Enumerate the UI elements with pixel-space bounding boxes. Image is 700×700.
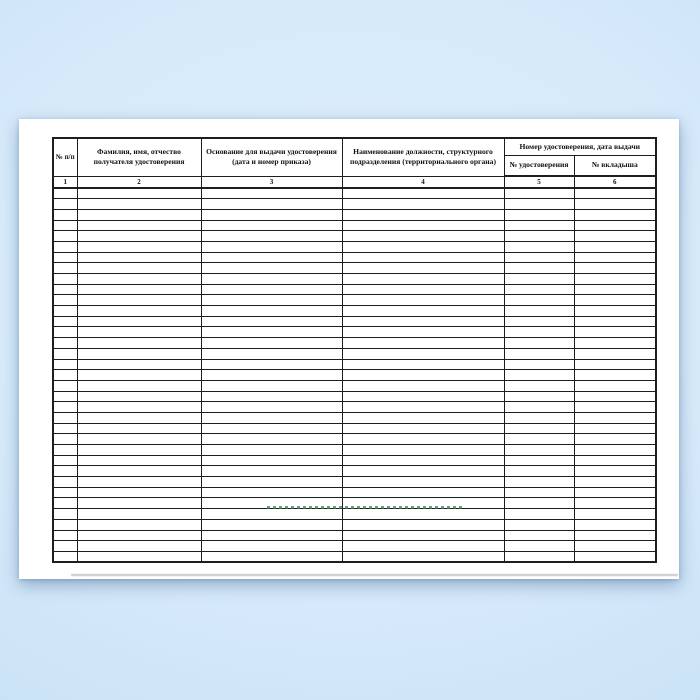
table-cell xyxy=(504,477,574,488)
table-cell xyxy=(77,487,201,498)
table-cell xyxy=(201,241,342,252)
table-cell xyxy=(574,498,656,509)
table-cell xyxy=(574,338,656,349)
table-row xyxy=(53,252,656,263)
table-cell xyxy=(77,519,201,530)
table-cell xyxy=(53,455,77,466)
table-cell xyxy=(574,391,656,402)
table-cell xyxy=(574,380,656,391)
table-cell xyxy=(77,295,201,306)
header-row-group xyxy=(53,138,656,155)
table-cell xyxy=(574,284,656,295)
table-row xyxy=(53,509,656,520)
table-cell xyxy=(53,477,77,488)
col-header-row-number: № п/п xyxy=(53,138,77,176)
table-cell xyxy=(53,338,77,349)
table-cell xyxy=(574,455,656,466)
table-row xyxy=(53,231,656,242)
table-cell xyxy=(53,434,77,445)
table-cell xyxy=(201,263,342,274)
table-row xyxy=(53,338,656,349)
table-cell xyxy=(342,509,504,520)
table-cell xyxy=(504,241,574,252)
column-number-4: 4 xyxy=(342,176,504,188)
table-cell xyxy=(574,327,656,338)
table-row xyxy=(53,477,656,488)
table-cell xyxy=(201,316,342,327)
table-cell xyxy=(504,487,574,498)
table-row xyxy=(53,445,656,456)
table-cell xyxy=(201,551,342,562)
table-row xyxy=(53,316,656,327)
table-cell xyxy=(77,423,201,434)
table-cell xyxy=(504,519,574,530)
table-row xyxy=(53,487,656,498)
table-cell xyxy=(504,391,574,402)
table-cell xyxy=(342,231,504,242)
table-row xyxy=(53,412,656,423)
table-cell xyxy=(77,306,201,317)
table-cell xyxy=(574,359,656,370)
table-cell xyxy=(77,316,201,327)
col-header-insert-number: № вкладыша xyxy=(574,155,656,176)
table-cell xyxy=(574,316,656,327)
col-header-recipient-name: Фамилия, имя, отчество получателя удостоверения xyxy=(77,138,201,176)
table-cell xyxy=(77,284,201,295)
table-cell xyxy=(504,530,574,541)
table-cell xyxy=(342,338,504,349)
table-cell xyxy=(201,541,342,552)
table-cell xyxy=(201,455,342,466)
table-cell xyxy=(342,519,504,530)
table-cell xyxy=(574,263,656,274)
table-cell xyxy=(342,306,504,317)
table-cell xyxy=(77,199,201,210)
table-cell xyxy=(574,434,656,445)
table-cell xyxy=(342,252,504,263)
table-cell xyxy=(77,530,201,541)
table-cell xyxy=(77,188,201,199)
col-header-certificate-group: Номер удостоверения, дата выдачи xyxy=(504,138,656,155)
table-cell xyxy=(201,338,342,349)
table-cell xyxy=(77,434,201,445)
table-cell xyxy=(342,412,504,423)
table-cell xyxy=(504,188,574,199)
col-header-position-department: Наименование должности, структурного подразделения (территориального органа) xyxy=(342,138,504,176)
table-cell xyxy=(53,445,77,456)
table-cell xyxy=(53,487,77,498)
column-number-2: 2 xyxy=(77,176,201,188)
table-cell xyxy=(342,530,504,541)
table-cell xyxy=(77,274,201,285)
table-cell xyxy=(574,274,656,285)
document-sheet xyxy=(19,119,679,579)
table-cell xyxy=(342,274,504,285)
table-cell xyxy=(77,220,201,231)
table-cell xyxy=(77,231,201,242)
table-cell xyxy=(504,316,574,327)
table-cell xyxy=(504,498,574,509)
table-cell xyxy=(342,188,504,199)
table-cell xyxy=(342,434,504,445)
table-row xyxy=(53,284,656,295)
table-cell xyxy=(574,509,656,520)
table-cell xyxy=(201,477,342,488)
table-cell xyxy=(201,487,342,498)
table-row xyxy=(53,391,656,402)
table-cell xyxy=(342,209,504,220)
table-cell xyxy=(504,380,574,391)
table-cell xyxy=(201,274,342,285)
table-cell xyxy=(77,252,201,263)
table-cell xyxy=(201,284,342,295)
table-cell xyxy=(77,455,201,466)
table-cell xyxy=(504,306,574,317)
table-cell xyxy=(574,231,656,242)
table-cell xyxy=(77,338,201,349)
table-cell xyxy=(504,295,574,306)
table-cell xyxy=(201,359,342,370)
table-row xyxy=(53,220,656,231)
table-cell xyxy=(77,327,201,338)
table-cell xyxy=(342,348,504,359)
table-row xyxy=(53,402,656,413)
table-cell xyxy=(53,327,77,338)
table-cell xyxy=(342,423,504,434)
table-cell xyxy=(342,391,504,402)
table-cell xyxy=(574,370,656,381)
table-cell xyxy=(504,423,574,434)
table-cell xyxy=(53,295,77,306)
table-cell xyxy=(201,380,342,391)
watermark xyxy=(267,506,463,509)
table-cell xyxy=(342,380,504,391)
table-cell xyxy=(504,327,574,338)
table-cell xyxy=(504,252,574,263)
table-cell xyxy=(201,370,342,381)
table-cell xyxy=(574,241,656,252)
table-cell xyxy=(53,519,77,530)
table-cell xyxy=(574,199,656,210)
table-cell xyxy=(504,209,574,220)
table-cell xyxy=(342,316,504,327)
table-cell xyxy=(201,220,342,231)
table-cell xyxy=(53,423,77,434)
table-cell xyxy=(574,220,656,231)
table-cell xyxy=(201,252,342,263)
table-cell xyxy=(574,348,656,359)
table-cell xyxy=(201,231,342,242)
table-cell xyxy=(53,359,77,370)
table-cell xyxy=(504,466,574,477)
table-row xyxy=(53,530,656,541)
table-row xyxy=(53,551,656,562)
table-cell xyxy=(504,509,574,520)
table-cell xyxy=(201,391,342,402)
table-cell xyxy=(53,380,77,391)
table-cell xyxy=(574,530,656,541)
table-cell xyxy=(53,541,77,552)
table-cell xyxy=(53,306,77,317)
table-cell xyxy=(342,445,504,456)
table-cell xyxy=(342,487,504,498)
table-cell xyxy=(77,263,201,274)
table-cell xyxy=(77,477,201,488)
table-cell xyxy=(342,295,504,306)
column-number-5: 5 xyxy=(504,176,574,188)
table-cell xyxy=(574,252,656,263)
table-row xyxy=(53,455,656,466)
table-cell xyxy=(201,466,342,477)
table-cell xyxy=(201,402,342,413)
table-cell xyxy=(342,327,504,338)
table-cell xyxy=(53,412,77,423)
table-cell xyxy=(53,199,77,210)
table-row xyxy=(53,348,656,359)
table-cell xyxy=(53,530,77,541)
table-cell xyxy=(53,348,77,359)
table-cell xyxy=(504,551,574,562)
table-cell xyxy=(53,284,77,295)
table-cell xyxy=(342,466,504,477)
table-row xyxy=(53,466,656,477)
table-cell xyxy=(574,487,656,498)
table-cell xyxy=(201,445,342,456)
table-cell xyxy=(53,316,77,327)
column-number-row xyxy=(53,176,656,188)
column-number-3: 3 xyxy=(201,176,342,188)
table-cell xyxy=(574,209,656,220)
column-number-1: 1 xyxy=(53,176,77,188)
table-cell xyxy=(53,391,77,402)
table-cell xyxy=(77,402,201,413)
table-cell xyxy=(342,284,504,295)
table-cell xyxy=(201,509,342,520)
table-cell xyxy=(201,412,342,423)
table-row xyxy=(53,359,656,370)
table-cell xyxy=(342,263,504,274)
table-cell xyxy=(504,348,574,359)
table-cell xyxy=(342,359,504,370)
table-cell xyxy=(342,370,504,381)
table-row xyxy=(53,370,656,381)
table-cell xyxy=(201,434,342,445)
table-cell xyxy=(77,509,201,520)
table-cell xyxy=(77,445,201,456)
table-cell xyxy=(53,209,77,220)
table-cell xyxy=(77,541,201,552)
table-cell xyxy=(504,220,574,231)
table-cell xyxy=(77,370,201,381)
table-cell xyxy=(342,402,504,413)
table-row xyxy=(53,327,656,338)
table-cell xyxy=(53,188,77,199)
table-cell xyxy=(504,263,574,274)
table-cell xyxy=(504,338,574,349)
table-cell xyxy=(504,231,574,242)
table-cell xyxy=(504,274,574,285)
table-cell xyxy=(77,498,201,509)
table-cell xyxy=(342,220,504,231)
table-cell xyxy=(504,359,574,370)
table-cell xyxy=(53,274,77,285)
table-row xyxy=(53,295,656,306)
table-cell xyxy=(201,423,342,434)
table-cell xyxy=(574,402,656,413)
page-stack-edge xyxy=(71,574,678,576)
table-cell xyxy=(342,551,504,562)
table-cell xyxy=(504,199,574,210)
table-row xyxy=(53,306,656,317)
table-cell xyxy=(574,477,656,488)
table-cell xyxy=(77,209,201,220)
table-cell xyxy=(53,241,77,252)
registry-table xyxy=(52,137,657,563)
table-cell xyxy=(574,551,656,562)
table-cell xyxy=(201,348,342,359)
table-cell xyxy=(574,541,656,552)
table-row xyxy=(53,188,656,199)
table-cell xyxy=(77,391,201,402)
table-cell xyxy=(504,445,574,456)
table-row xyxy=(53,263,656,274)
table-cell xyxy=(53,498,77,509)
col-header-issue-basis: Основание для выдачи удостоверения (дата и номер приказа) xyxy=(201,138,342,176)
table-cell xyxy=(574,423,656,434)
table-cell xyxy=(342,477,504,488)
table-cell xyxy=(53,263,77,274)
table-cell xyxy=(53,252,77,263)
table-cell xyxy=(53,220,77,231)
table-row xyxy=(53,274,656,285)
table-cell xyxy=(53,402,77,413)
table-cell xyxy=(342,541,504,552)
table-cell xyxy=(504,284,574,295)
table-cell xyxy=(201,327,342,338)
table-cell xyxy=(201,188,342,199)
table-cell xyxy=(77,412,201,423)
table-cell xyxy=(77,348,201,359)
table-row xyxy=(53,380,656,391)
table-cell xyxy=(504,412,574,423)
table-cell xyxy=(574,466,656,477)
table-cell xyxy=(504,402,574,413)
table-cell xyxy=(53,370,77,381)
table-cell xyxy=(53,509,77,520)
table-cell xyxy=(77,551,201,562)
table-cell xyxy=(77,380,201,391)
table-row xyxy=(53,434,656,445)
table-row xyxy=(53,209,656,220)
table-cell xyxy=(574,412,656,423)
table-cell xyxy=(574,519,656,530)
table-cell xyxy=(201,306,342,317)
col-header-certificate-number: № удостоверения xyxy=(504,155,574,176)
table-cell xyxy=(574,188,656,199)
table-cell xyxy=(77,241,201,252)
table-row xyxy=(53,241,656,252)
table-row xyxy=(53,199,656,210)
table-cell xyxy=(201,209,342,220)
table-cell xyxy=(77,466,201,477)
table-cell xyxy=(342,455,504,466)
table-cell xyxy=(342,241,504,252)
table-cell xyxy=(53,466,77,477)
table-cell xyxy=(201,519,342,530)
table-row xyxy=(53,423,656,434)
table-cell xyxy=(574,306,656,317)
table-cell xyxy=(77,359,201,370)
column-number-6: 6 xyxy=(574,176,656,188)
table-cell xyxy=(201,530,342,541)
table-cell xyxy=(504,434,574,445)
table-cell xyxy=(53,551,77,562)
table-cell xyxy=(574,445,656,456)
table-cell xyxy=(504,541,574,552)
table-cell xyxy=(201,199,342,210)
table-cell xyxy=(504,455,574,466)
table-cell xyxy=(504,370,574,381)
table-row xyxy=(53,541,656,552)
table-row xyxy=(53,519,656,530)
table-cell xyxy=(201,295,342,306)
table-cell xyxy=(342,199,504,210)
table-cell xyxy=(53,231,77,242)
table-cell xyxy=(574,295,656,306)
